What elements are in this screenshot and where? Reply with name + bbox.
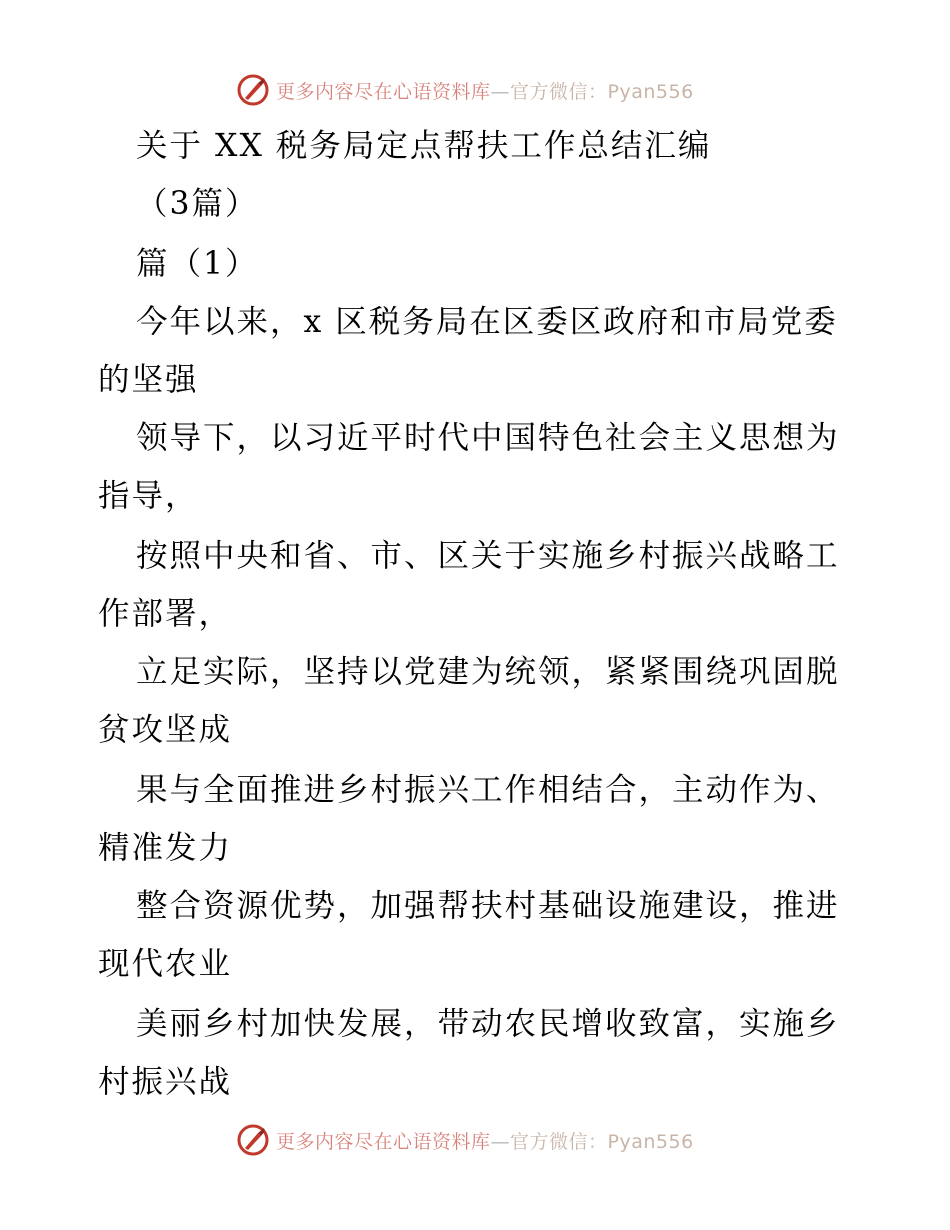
section-heading: 篇（1） (136, 246, 259, 282)
watermark-brand: 更多内容尽在心语资料库 (276, 80, 491, 103)
paragraph-line: 按照中央和省、市、区关于实施乡村振兴战略工 (136, 538, 840, 574)
paragraph-line: 作部署， (98, 596, 233, 632)
paragraph-line: 指导， (98, 478, 199, 514)
watermark-separator: — (490, 80, 511, 103)
paragraph-line: 果与全面推进乡村振兴工作相结合，主动作为、 (136, 772, 840, 808)
paragraph-line: 村振兴战 (98, 1064, 233, 1100)
watermark-banner-top (236, 72, 694, 108)
paragraph-line: 整合资源优势，加强帮扶村基础设施建设，推进 (136, 888, 840, 924)
paragraph-line: 现代农业 (98, 946, 233, 982)
paragraph-line: 立足实际，坚持以党建为统领，紧紧围绕巩固脱 (136, 654, 840, 690)
document-title: 关于 XX 税务局定点帮扶工作总结汇编 (136, 128, 712, 164)
paragraph-line: 精准发力 (98, 830, 233, 866)
watermark-wechat: 官方微信：Pyan556 (510, 80, 694, 103)
watermark-banner-bottom (236, 1122, 694, 1158)
watermark-text (276, 1127, 694, 1154)
document-subtitle: （3篇） (136, 186, 259, 222)
paragraph-line: 领导下，以习近平时代中国特色社会主义思想为 (136, 420, 840, 456)
watermark-separator: — (490, 1130, 511, 1153)
paragraph-line: 美丽乡村加快发展，带动农民增收致富，实施乡 (136, 1006, 840, 1042)
quill-pen-logo-icon (236, 1123, 270, 1157)
paragraph-line: 贫攻坚成 (98, 712, 233, 748)
watermark-brand: 更多内容尽在心语资料库 (276, 1130, 491, 1153)
paragraph-line: 的坚强 (98, 362, 199, 398)
watermark-text (276, 77, 694, 104)
quill-pen-logo-icon (236, 73, 270, 107)
paragraph-line: 今年以来，x 区税务局在区委区政府和市局党委 (136, 304, 838, 340)
watermark-wechat: 官方微信：Pyan556 (510, 1130, 694, 1153)
